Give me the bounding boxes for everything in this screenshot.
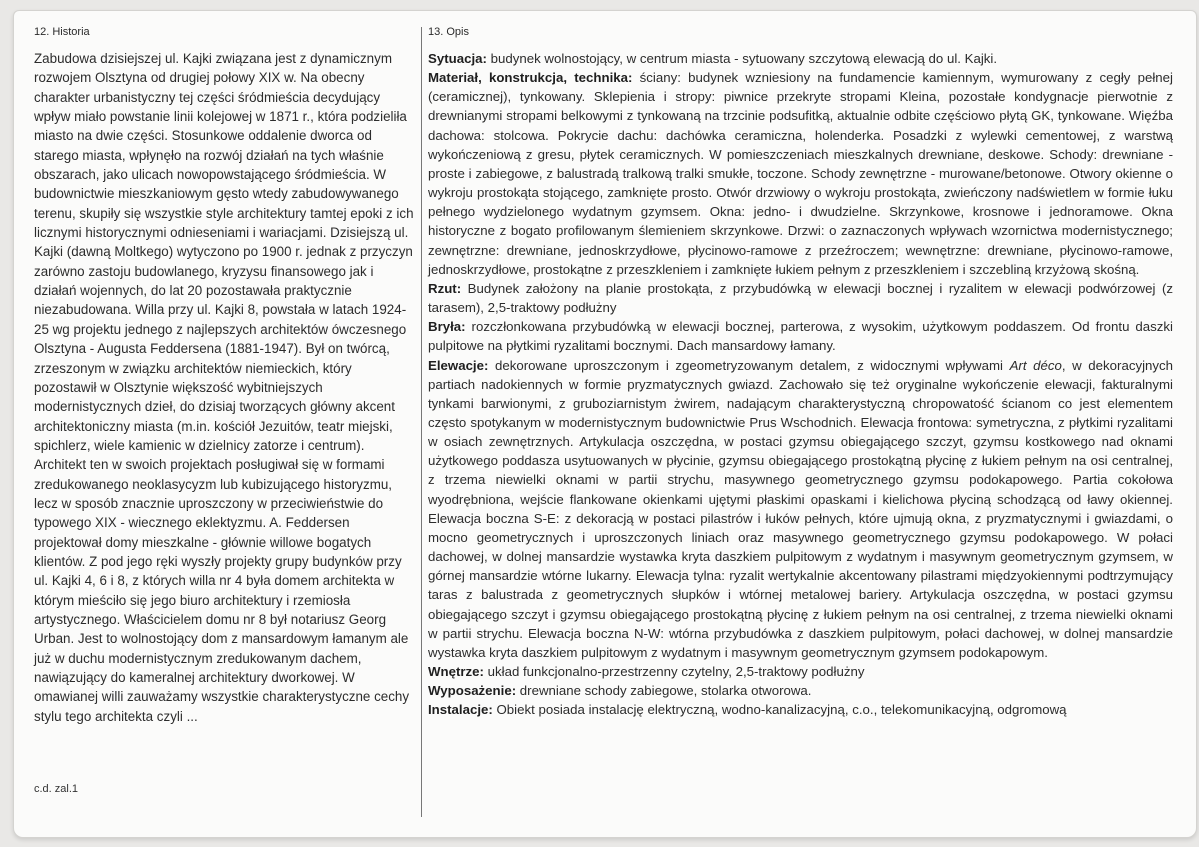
section-material xyxy=(428,68,1173,279)
continuation-note: c.d. zal.1 xyxy=(34,783,79,795)
section-label: Instalacje: xyxy=(428,702,493,718)
section-text: drewniane schody zabiegowe, stolarka otworowa. xyxy=(516,683,812,699)
section-label: Bryła: xyxy=(428,319,466,335)
section-massing xyxy=(428,317,1173,355)
history-column xyxy=(34,25,416,726)
section-text: Obiekt posiada instalację elektryczną, wodno-kanalizacyjną, c.o., telekomunikacyjną, odgromową xyxy=(492,702,1067,718)
section-label: Materiał, konstrukcja, technika: xyxy=(428,70,633,86)
section-text: Budynek założony na planie prostokąta, z przybudówką w elewacji bocznej i ryzalitem w elewacji podwórzowej (z tarasem), 2,5-traktowy podłużny xyxy=(428,280,1173,316)
history-body xyxy=(34,49,416,726)
description-body xyxy=(428,49,1173,719)
description-column xyxy=(428,25,1173,719)
history-text: Zabudowa dzisiejszej ul. Kajki związana jest z dynamicznym rozwojem Olsztyna od drugiej połowy XIX w. Na obecny charakter urbanistyczny tej części śródmieścia decydujący wpływ miało powstanie linii kolejowej w 1871 r., która podzieliła miasto na dwie części. Stosunkowe oddalenie dworca od starego miasta, wpłynęło na rozwój działań na tych właśnie obszarach, jako ulicach nowopowstającego śródmieścia. W budownictwie mieszkaniowym gęsto wtedy zabudowywanego terenu, skupiły się wszystkie style architektury tamtej epoki z ich licznymi historycznymi odnieseniami i wariacjami. Dzisiejszą ul. Kajki (dawną Moltkego) wytyczono po 1900 r. jednak z przyczyn zarówno zastoju budowlanego, kryzysu finansowego jak i działań wojennych, do lat 20 pozostawała praktycznie niezabudowana. Willa przy ul. Kajki 8, powstała w latach 1924-25 wg projektu jednego z najlepszych architektów ówczesnego Olsztyna - Augusta Feddersena (1881-1947). Był on twórcą, zrzeszonym w związku architektów niemieckich, który pozostawił w Olsztynie większość wybitniejszych modernistycznych dzieł, do dzisiaj tworzących główny akcent architektoniczny miasta (m.in. kościół Jezuitów, teatr miejski, spichlerz, wiele kamienic w dzielnicy zatorze i centrum). Architekt ten w swoich projektach posługiwał się w formami zredukowanego neoklasycyzm lub kubizującego historyzmu, lecz w sposób znacznie uproszczony w przeciwieństwie do typowego XIX - wiecznego eklektyzmu. A. Feddersen projektował domy mieszkalne - głównie willowe bogatych klientów. Z pod jego ręki wyszły projekty grupy budynków przy ul. Kajki 4, 6 i 8, z których willa nr 4 była domem architekta w którym mieściło się jego biuro architektury i rzemiosła artystycznego. Właścicielem domu nr 8 był notariusz Georg Urban. Jest to wolnostojący dom z mansardowym łamanym ale już w duchu modernistycznym zredukowanym dachem, nawiązujący do kameralnej architektury dworkowej. W omawianej willi zauważamy wszystkie charakterystyczne cechy stylu tego architekta czyli ... xyxy=(34,51,414,724)
section-text: ściany: budynek wzniesiony na fundamencie kamiennym, wymurowany z cegły pełnej (ceramicznej), tynkowany. Sklepienia i stropy: piwnice przekryte stropami Kleina, pozostałe kondygnacje pierwotnie z drewnianymi stropami belkowymi z tynkowaną na trzcinie podsufitką, aktualnie odbite częściowo płytą GK, tynkowane. Więźba dachowa: stolcowa. Pokrycie dachu: dachówka ceramiczna, holenderka. Posadzki z wylewki cementowej, z warstwą wykończeniową z gresu, płytek ceramicznych. W pomieszczeniach mieszkalnych drewniane, deskowe. Schody: drewniane - proste i zabiegowe, z balustradą tralkową tralki smukłe, toczone. Schody zewnętrzne - murowane/betonowe. Otwory okienne o wykroju prostokąta stojącego, zamknięte prosto. Otwór drzwiowy o wykroju prostokąta, zwieńczony nadświetlem w formie łuku pełnego wydzielonego wydatnym gzymsem. Okna: jedno- i dwudzielne. Skrzynkowe, krosnowe i jednoramowe. Okna historyczne z bogato profilowanym ślemieniem skrzynkowe. Drzwi: o zaznaczonych wpływach wzornictwa modernistycznego; zewnętrzne: drewniane, jednoskrzydłowe, płycinowo-ramowe z przeźroczem; wewnętrzne: drewniane, płycinowo-ramowe, jednoskrzydłowe, prostokątne z przeszkleniem i zamknięte łukiem pełnym z przeszkleniem i szczebliną krzyżową skośną. xyxy=(428,70,1173,277)
section-label: Rzut: xyxy=(428,280,462,296)
document-page xyxy=(13,10,1197,838)
section-plan xyxy=(428,279,1173,317)
column-divider xyxy=(421,27,422,817)
history-heading: 12. Historia xyxy=(34,26,90,38)
section-text: dekorowane uproszczonym i zgeometryzowanym detalem, z widocznymi wpływami xyxy=(488,357,1010,373)
section-label: Wnętrze: xyxy=(428,664,484,679)
section-situation xyxy=(428,49,1173,68)
section-text: układ funkcjonalno-przestrzenny czytelny, 2,5-traktowy podłużny xyxy=(483,664,865,679)
section-furnishing xyxy=(428,681,1173,700)
section-interior xyxy=(428,662,1173,681)
section-label: Sytuacja: xyxy=(428,51,487,66)
section-text: rozczłonkowana przybudówką w elewacji bocznej, parterowa, z wysokim, użytkowym poddaszem. Od frontu daszki pulpitowe na płytkimi ryzalitami bocznymi. Dach mansardowy łamany. xyxy=(428,319,1173,354)
section-elevations xyxy=(428,356,1173,663)
section-label: Elewacje: xyxy=(428,357,489,373)
section-label: Wyposażenie: xyxy=(428,683,517,699)
section-installations xyxy=(428,700,1173,719)
section-text-italic: Art déco xyxy=(1009,357,1062,373)
section-text-continued: , w dekoracyjnych partiach nadokiennych w formie pryzmatycznych gwiazd. Zachowało się też oryginalne wykończenie elewacji, fakturalnymi tynkami barwionymi, z gruboziarnistym żwirem, nadającym charakterystyczną chropowatość ścianom co jest elementem często spotykanym w modernistycznym budownictwie Prus Wschodnich. Elewacja frontowa: symetryczna, z płytkimi ryzalitami w osiach zewnętrznych. Artykulacja oszczędna, w postaci gzymsu obiegającego szczyt, gzymsu kostkowego nad oknami użytkowego poddasza usytuowanych w płycinie, gzymsu obiegającego prostokątną płycinę z łukiem pełnym na osi centralnej, z trzema niewielki oknami w partii strychu, masywnego geometrycznego gzymsu podokapowego. Partia cokołowa wyodrębniona, wejście flankowane okienkami ujętymi płaskimi opaskami i kielichowa płyciną schodzącą od ławy okiennej. Elewacja boczna S-E: z dekoracją w postaci pilastrów i łuków pełnych, które ujmują okna, z pryzmatycznymi i gwiazdami, o mocno geometrycznych i uproszczonych liniach oraz masywnego geometrycznego gzymsu podokapowego. W połaci dachowej, w dolnej mansardzie wystawka kryta daszkiem pulpitowym z wydatnym i masywnym geometrycznym gzymsem, w górnej mansardzie wtórne lukarny. Elewacja tylna: ryzalit wertykalnie akcentowany pilastrami międzyokiennymi podtrzymujący taras z balustrada z geometrycznych słupków i wtórnej metalowej bariery. Artykulacja oszczędna, w postaci gzymsu obiegającego szczyt i gzymsu obiegającego prostokątną płycinę z łukiem pełnym na osi centralnej, z trzema niewielki oknami w partii strychu. Elewacja boczna N-W: wtórna przybudówka z daszkiem pulpitowym, połaci dachowej, w dolnej mansardzie wystawka kryta daszkiem pulpitowym z wydatnym i masywnym geometrycznym gzymsem podokapowym. xyxy=(428,357,1173,660)
section-text: budynek wolnostojący, w centrum miasta - sytuowany szczytową elewacją do ul. Kajki. xyxy=(486,51,998,66)
description-heading: 13. Opis xyxy=(428,26,469,38)
